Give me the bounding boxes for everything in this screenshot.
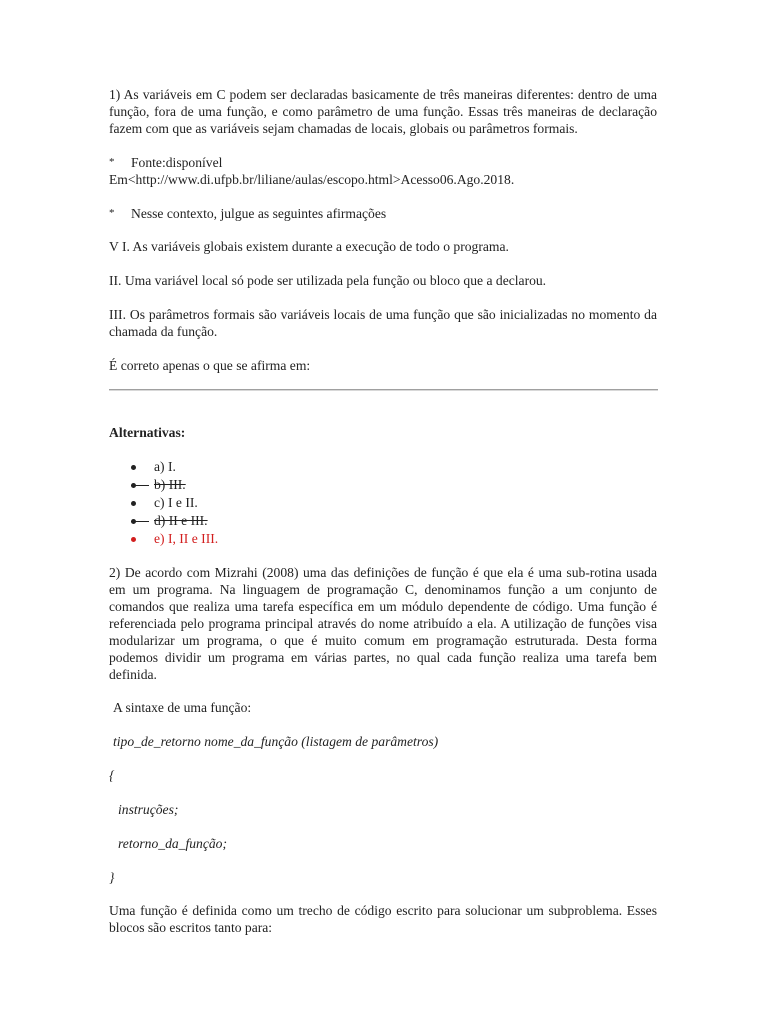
statement-2: II. Uma variável local só pode ser utilizada pela função ou bloco que a declarou. xyxy=(109,273,547,288)
bullet-icon xyxy=(131,501,136,506)
bullet-icon xyxy=(131,465,136,470)
alternative-d[interactable]: d) II e III. xyxy=(109,512,509,530)
statement-3: III. Os parâmetros formais são variáveis locais de uma função que são inicializadas no momento da chamada da função. xyxy=(109,307,657,339)
source-line xyxy=(109,154,657,171)
alternative-c[interactable]: c) I e II. xyxy=(109,494,509,512)
asterisk-marker: * xyxy=(109,207,115,219)
alternatives-list xyxy=(109,458,509,548)
horizontal-divider xyxy=(109,389,658,391)
question-prompt: É correto apenas o que se afirma em: xyxy=(109,358,311,373)
asterisk-marker: * xyxy=(109,156,115,168)
alternative-b[interactable]: b) III. xyxy=(109,476,509,494)
source-label: Fonte:disponível xyxy=(131,155,223,170)
source-reference: Em<http://www.di.ufpb.br/liliane/aulas/escopo.html>Acesso06.Ago.2018. xyxy=(109,172,515,187)
q2-intro: 2) De acordo com Mizrahi (2008) uma das definições de função é que ela é uma sub-rotina usada em um programa. Na linguagem de programação C, denominamos função a um conjunto de comandos que realiza uma tarefa específica em um módulo dependente de código. Uma função é referenciada pelo programa principal através do nome atribuído a ela. A utilização de funções visa modularizar um programa, o que é muito comum em programação estruturada. Desta forma podemos dividir um programa em várias partes, no qual cada função realiza uma tarefa bem definida. xyxy=(109,565,657,682)
code-return: retorno_da_função; xyxy=(118,836,227,851)
code-close-brace: } xyxy=(109,870,115,885)
statement-1: V I. As variáveis globais existem durante a execução de todo o programa. xyxy=(109,239,509,254)
alternatives-heading: Alternativas: xyxy=(109,425,186,440)
context-text: Nesse contexto, julgue as seguintes afirmações xyxy=(131,206,387,221)
strike-line xyxy=(131,485,149,486)
closing-paragraph: Uma função é definida como um trecho de código escrito para solucionar um subproblema. Esses blocos são escritos tanto para: xyxy=(109,903,657,935)
q1-intro: 1) As variáveis em C podem ser declaradas basicamente de três maneiras diferentes: dentro de uma função, fora de uma função, e como parâmetro de uma função. Essas três maneiras de declaração fazem com que as variáveis sejam chamadas de locais, globais ou parâmetros formais. xyxy=(109,87,657,136)
alternative-a[interactable]: a) I. xyxy=(109,458,509,476)
code-open-brace: { xyxy=(109,768,115,783)
code-signature: tipo_de_retorno nome_da_função (listagem de parâmetros) xyxy=(113,734,439,749)
strike-line xyxy=(131,521,149,522)
bullet-icon xyxy=(131,537,136,542)
syntax-label: A sintaxe de uma função: xyxy=(113,700,252,715)
alternative-e-correct[interactable]: e) I, II e III. xyxy=(109,530,509,548)
code-instructions: instruções; xyxy=(118,802,179,817)
context-line xyxy=(109,205,657,222)
